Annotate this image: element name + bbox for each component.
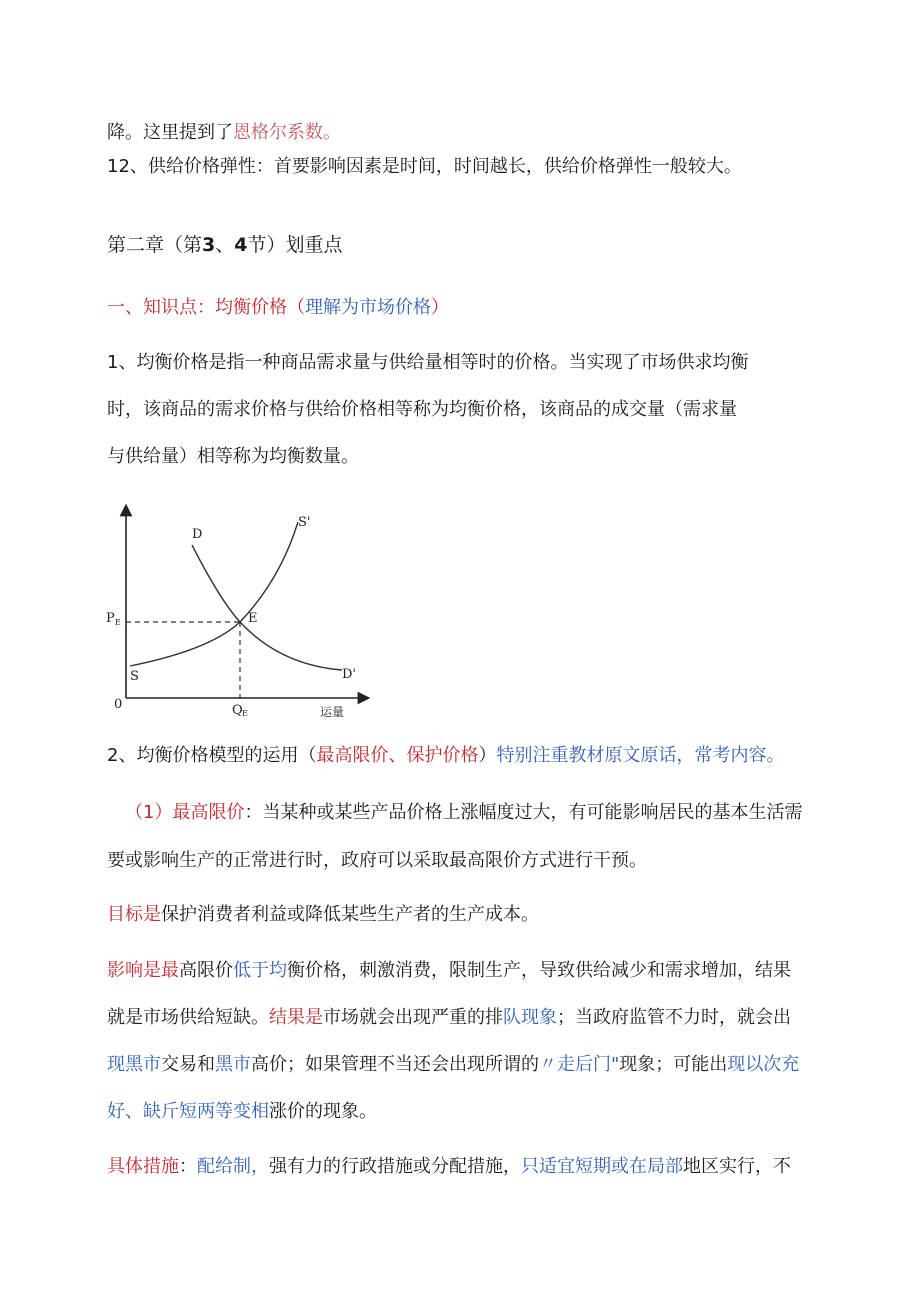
subheading-max-price: （1）最高限价 — [125, 802, 245, 823]
label-d: D — [192, 527, 203, 542]
text-span: 保护消费者利益或降低某些生产者的生产成本。 — [161, 904, 539, 925]
paragraph-1-line-1: 1、均衡价格是指一种商品需求量与供给量相等时的价格。当实现了市场供求均衡 — [107, 352, 749, 373]
highlight-red: 最高限价、保护价格 — [316, 745, 479, 766]
text-span: ：当某种或某些产品价格上涨幅度过大，有可能影响居民的基本生活需 — [244, 802, 803, 823]
highlight-blue: 现以次充 — [727, 1054, 800, 1075]
label-origin: 0 — [114, 697, 123, 712]
highlight-blue: 〃走后门" — [539, 1054, 620, 1075]
paragraph-1-line-3: 与供给量）相等称为均衡数量。 — [107, 446, 359, 467]
highlight-blue: 低于均 — [233, 960, 287, 981]
paragraph-3-line-2: 要或影响生产的正常进行时，政府可以采取最高限价方式进行干预。 — [107, 850, 647, 871]
text-line-1 — [107, 120, 341, 146]
section-heading — [107, 295, 449, 321]
text-span: 现象；可能出 — [619, 1054, 728, 1075]
impact-label: 影响是最 — [107, 960, 179, 981]
highlight-blue: 配给制， — [197, 1156, 269, 1177]
text-span: 市场就会出现严重的排 — [323, 1007, 503, 1028]
text-span: 地区实行，不 — [683, 1156, 791, 1177]
paragraph-1-line-2: 时，该商品的需求价格与供给价格相等称为均衡价格，该商品的成交量（需求量 — [107, 399, 737, 420]
text-span: ： — [179, 1156, 197, 1177]
text-span: 衡价格，刺激消费，限制生产，导致供给减少和需求增加，结果 — [287, 960, 791, 981]
chapter-sep: 、 — [215, 234, 235, 256]
measures-line — [107, 1154, 791, 1180]
highlight-blue: 队现象 — [503, 1007, 557, 1028]
text-span: 高价；如果管理不当还会出现所谓的 — [251, 1054, 539, 1075]
highlight-blue: 特别注重教材原文原话，常考内容。 — [496, 745, 785, 766]
impact-line-3 — [107, 1052, 799, 1078]
text-line-2: 12、供给价格弹性：首要影响因素是时间，时间越长，供给价格弹性一般较大。 — [107, 156, 742, 177]
label-qe-sub: E — [242, 709, 248, 718]
label-qe: Q — [232, 703, 243, 718]
result-label: 结果是 — [269, 1007, 323, 1028]
supply-curve — [130, 522, 298, 666]
text-span: 涨价的现象。 — [269, 1101, 377, 1122]
label-pe: P — [106, 611, 115, 626]
section-title: 一、知识点：均衡价格（ — [107, 297, 305, 318]
text-span: 降。这里提到了 — [107, 122, 233, 143]
goal-line — [107, 902, 539, 928]
highlight-blue: 黑市 — [215, 1054, 251, 1075]
highlight-blue: 好、缺斤短两等变相 — [107, 1101, 269, 1122]
text-span: ） — [478, 745, 497, 766]
section-close: ） — [431, 297, 449, 318]
label-pe-sub: E — [115, 618, 121, 627]
engel-coefficient-link: 恩格尔系数。 — [233, 122, 341, 143]
label-s: S — [130, 669, 139, 684]
label-d-end: D' — [342, 667, 356, 682]
paragraph-3-line-1 — [125, 800, 802, 826]
demand-curve — [192, 545, 342, 670]
label-e: E — [248, 611, 258, 626]
text-span: 交易和 — [161, 1054, 215, 1075]
impact-line-4 — [107, 1099, 377, 1125]
chapter-part: 第二章（第 — [107, 234, 203, 256]
paragraph-2 — [107, 743, 784, 769]
supply-demand-diagram — [100, 500, 380, 730]
impact-line-2 — [107, 1005, 791, 1031]
section-note: 理解为市场价格 — [305, 297, 431, 318]
chapter-part-end: 节）划重点 — [247, 234, 343, 256]
chapter-heading — [107, 232, 343, 258]
chapter-num-4: 4 — [234, 234, 248, 256]
label-s-top: S' — [298, 515, 311, 530]
text-span: 高限价 — [179, 960, 233, 981]
highlight-blue: 只适宜短期或在局部 — [521, 1156, 683, 1177]
highlight-blue: 现黑市 — [107, 1054, 161, 1075]
impact-line-1 — [107, 958, 791, 984]
text-span: 2、均衡价格模型的运用（ — [107, 745, 317, 766]
goal-label: 目标是 — [107, 904, 161, 925]
text-span: 就是市场供给短缺。 — [107, 1007, 269, 1028]
text-span: 强有力的行政措施或分配措施， — [269, 1156, 521, 1177]
measures-label: 具体措施 — [107, 1156, 179, 1177]
x-axis-label: 运量 — [320, 705, 345, 719]
text-span: ；当政府监管不力时，就会出 — [557, 1007, 791, 1028]
chapter-num-3: 3 — [202, 234, 216, 256]
